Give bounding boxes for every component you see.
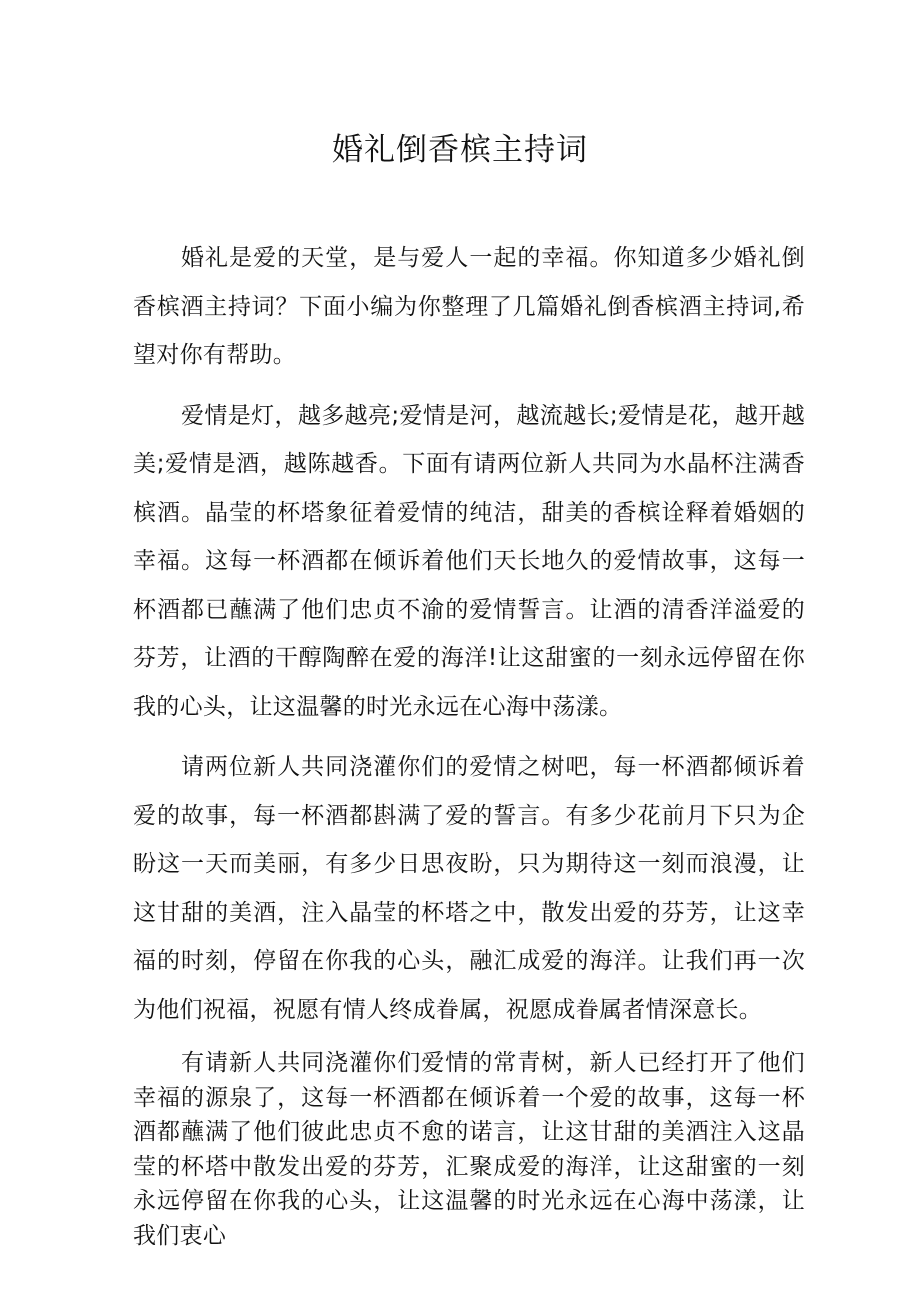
paragraph-host-speech-3: 有请新人共同浇灌你们爱情的常青树，新人已经打开了他们幸福的源泉了，这每一杯酒都在倾诉着一个爱的故事，这每一杯酒都蘸满了他们彼此忠贞不愈的诺言，让这甘甜的美酒注入这晶莹的杯塔中散发出爱的芬芳，汇聚成爱的海洋，让这甜蜜的一刻永远停留在你我的心头，让这温馨的时光永远在心海中荡漾，让我们衷心 bbox=[133, 1050, 805, 1249]
document-body bbox=[133, 234, 805, 1266]
paragraph-host-speech-1: 爱情是灯，越多越亮;爱情是河，越流越长;爱情是花，越开越美;爱情是酒，越陈越香。下面有请两位新人共同为水晶杯注满香槟酒。晶莹的杯塔象征着爱情的纯洁，甜美的香槟诠释着婚姻的幸福。这每一杯酒都在倾诉着他们天长地久的爱情故事，这每一杯酒都已蘸满了他们忠贞不渝的爱情誓言。让酒的清香洋溢爱的芬芳，让酒的干醇陶醉在爱的海洋!让这甜蜜的一刻永远停留在你我的心头，让这温馨的时光永远在心海中荡漾。 bbox=[133, 402, 805, 720]
document-title: 婚礼倒香槟主持词 bbox=[332, 132, 588, 168]
paragraph-intro: 婚礼是爱的天堂，是与爱人一起的幸福。你知道多少婚礼倒香槟酒主持词？下面小编为你整理了几篇婚礼倒香槟酒主持词,希望对你有帮助。 bbox=[133, 245, 805, 368]
paragraph-host-speech-2: 请两位新人共同浇灌你们的爱情之树吧，每一杯酒都倾诉着爱的故事，每一杯酒都斟满了爱的誓言。有多少花前月下只为企盼这一天而美丽，有多少日思夜盼，只为期待这一刻而浪漫，让这甘甜的美酒，注入晶莹的杯塔之中，散发出爱的芬芳，让这幸福的时刻，停留在你我的心头，融汇成爱的海洋。让我们再一次为他们祝福，祝愿有情人终成眷属，祝愿成眷属者情深意长。 bbox=[133, 754, 805, 1023]
